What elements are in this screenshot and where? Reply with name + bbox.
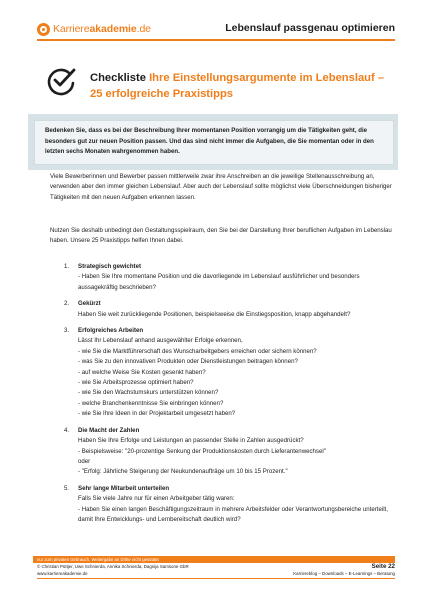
list-item-text: Haben Sie Ihre Erfolge und Leistungen an passender Stelle in Zahlen ausgedrückt? — [78, 437, 304, 445]
intro-paragraph-1: Viele Bewerberinnen und Bewerber passen mittlerweile zwar ihre Anschreiben an die jeweilige Stellenausschreibung an, verwenden aber den immer gleichen Lebenslauf. Aber auch der Lebenslauf sollte möglichst viele Überschneidungen bisheriger Tätigkeiten mit den neuen Aufgaben erkennen lassen. — [50, 173, 392, 201]
list-item-text: - auf welche Weise Sie Kosten gesenkt haben? — [78, 368, 206, 376]
list-item — [64, 326, 394, 420]
list-item-text: - wie Sie die Marktführerschaft des Wunscharbeitgebers erreichen oder sichern können? — [78, 347, 317, 355]
list-item-text: Lässt Ihr Lebenslauf anhand ausgewählter Erfolge erkennen, — [78, 337, 243, 345]
page-header — [0, 0, 427, 38]
footer-copyright: © Christian Püttjer, Uwe Schnierda, Annika Schnierda, Dagnija Samsone GbR — [37, 564, 189, 569]
list-item-text: Falls Sie viele Jahre nur für einen Arbeitgeber tätig waren: — [78, 495, 235, 503]
intro-paragraph-2: Nutzen Sie deshalb unbedingt den Gestaltungsspielraum, den Sie bei der Darstellung Ihrer beruflichen Aufgaben im Lebenslau haben. Unsere 25 Praxistipps helfen Ihnen dabei. — [50, 227, 392, 245]
logo-icon — [37, 23, 50, 36]
list-item-text: - wie Sie den Wachstumskurs unterstützen können? — [78, 389, 219, 397]
title-highlight: Ihre Einstellungsargumente im Lebenslauf – 25 erfolgreiche Praxistipps — [90, 72, 385, 100]
header-title: Lebenslauf passgenau optimieren — [225, 22, 395, 34]
logo-text — [53, 23, 151, 35]
list-item-text: - Haben Sie einen langen Beschäftigungszeitraum in mehrere Arbeitsfelder oder Verantwortungsbereiche unterteilt, damit Ihre Entwicklungs- und Lernbereitschaft deutlich wird? — [78, 505, 390, 523]
list-item — [64, 262, 394, 293]
list-item — [64, 299, 394, 320]
list-item — [64, 484, 394, 526]
list-item-number: 1. — [64, 263, 70, 270]
footer-website: www.karriereakademie.de — [37, 571, 88, 576]
list-item-number: 3. — [64, 327, 70, 335]
footer-divider — [37, 578, 395, 579]
logo-part-3: .de — [136, 23, 151, 35]
list-item-text: - Haben Sie Ihre momentane Position und die davorliegende im Lebenslauf ausführlicher und besonders aussagekräftig beschrieben? — [78, 273, 362, 291]
callout-box: Bedenken Sie, dass es bei der Beschreibung Ihrer momentanen Position vorrangig um die Tätigkeiten geht, die besonders gut zur neuen Position passen. Und das sind nicht immer die Aufgaben, die Sie momentan oder in den letzten sechs Monaten wahrgenommen haben. — [34, 120, 394, 165]
list-item-text: - was Sie zu den innovativen Produkten oder Dienstleistungen beitragen können? — [78, 358, 298, 366]
list-item-text: - wie Sie Ihre Ideen in der Projektarbeit umgesetzt haben? — [78, 410, 236, 418]
footer-usage-note: nur zum privaten Gebrauch, Weitergabe an Dritte nicht gestattet — [37, 557, 159, 562]
logo — [37, 22, 151, 36]
logo-part-2: akademie — [89, 23, 137, 35]
list-item-number: 2. — [64, 300, 70, 308]
page-title — [90, 70, 390, 102]
tips-list — [64, 262, 394, 531]
list-item-text: - welche Branchenkenntnisse Sie einbringen können? — [78, 399, 224, 407]
list-item-text: - Beispielsweise: "20-prozentige Senkung der Produktionskosten durch Lieferantenwechsel" — [78, 447, 326, 455]
list-item-number: 4. — [64, 426, 70, 434]
list-item-text: - wie Sie Arbeitsprozesse optimiert haben? — [78, 379, 194, 387]
list-item-text: - "Erfolg: Jährliche Steigerung der Neukundenaufträge um 10 bis 15 Prozent." — [78, 468, 288, 476]
header-divider — [37, 39, 395, 41]
logo-part-1: Karriere — [53, 23, 90, 35]
page-number: Seite 22 — [371, 563, 395, 570]
list-item-heading: Erfolgreiches Arbeiten — [78, 327, 144, 335]
list-item-heading: Gekürzt — [78, 300, 101, 308]
title-prefix: Checkliste — [90, 72, 146, 84]
list-item-heading: Sehr lange Mitarbeit unterteilen — [78, 484, 170, 492]
list-item-text: oder — [78, 457, 91, 465]
list-item-heading: Strategisch gewichtet — [78, 263, 141, 270]
list-item-heading: Die Macht der Zahlen — [78, 426, 140, 434]
footer-links: Karriereblog – Downloads – E-Learnings – Beratung — [293, 571, 395, 576]
checkmark-icon — [46, 66, 76, 96]
list-item-number: 5. — [64, 484, 70, 492]
list-item-text: Haben Sie weit zurückliegende Positionen, beispielsweise die Einstiegsposition, knapp abgehandelt? — [78, 310, 351, 318]
list-item — [64, 426, 394, 478]
